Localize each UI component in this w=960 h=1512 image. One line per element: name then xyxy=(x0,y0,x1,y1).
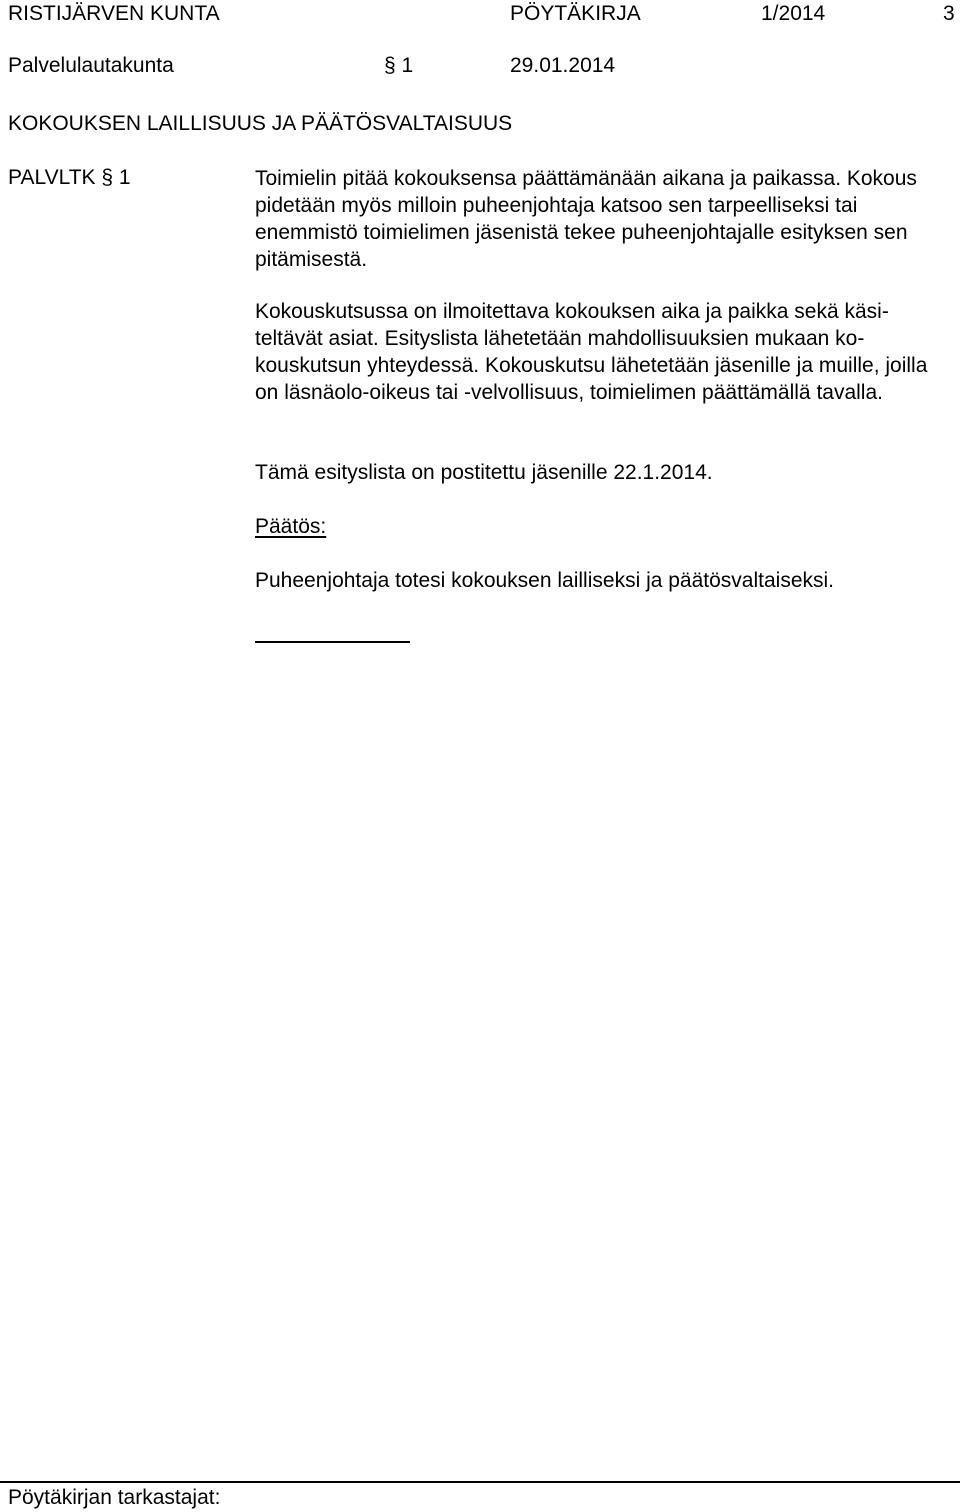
meeting-date: 29.01.2014 xyxy=(510,54,616,77)
section-end-rule xyxy=(255,641,410,643)
organization-name: RISTIJÄRVEN KUNTA xyxy=(8,2,220,25)
page-number: 3 xyxy=(943,2,955,25)
paragraph-meeting-time: Toimielin pitää kokouksensa päättämänään aikana ja paikassa. Kokous pidetään myös milloin puheenjohtaja katsoo sen tarpeelliseksi tai enemmistö toimielimen jäsenistä tekee puheenjohtajalle esityksen sen pitämisestä. xyxy=(255,167,917,271)
paragraph-agenda-posted: Tämä esityslista on postitettu jäsenille 22.1.2014. xyxy=(255,461,713,484)
footer-reviewers-label: Pöytäkirjan tarkastajat: xyxy=(8,1486,221,1509)
committee-name: Palvelulautakunta xyxy=(8,54,174,77)
decision-label: Päätös: xyxy=(255,515,327,538)
document-type: PÖYTÄKIRJA xyxy=(510,2,641,25)
item-heading: KOKOUKSEN LAILLISUUS JA PÄÄTÖSVALTAISUUS xyxy=(8,112,513,135)
item-identifier: PALVLTK § 1 xyxy=(8,166,131,189)
decision-text: Puheenjohtaja totesi kokouksen lailliseksi ja päätösvaltaiseksi. xyxy=(255,569,834,592)
document-number: 1/2014 xyxy=(761,2,826,25)
footer-rule xyxy=(0,1481,960,1483)
section-number: § 1 xyxy=(384,54,414,77)
paragraph-meeting-invitation: Kokouskutsussa on ilmoitettava kokouksen aika ja paikka sekä käsiteltävät asiat. Esityslista lähetetään mahdollisuuksien mukaan kokouskutsun yhteydessä. Kokouskutsu lähetetään jäsenille ja muille, joilla on läsnäolo-oikeus tai -velvollisuus, toimielimen päättämällä tavalla. xyxy=(255,300,928,404)
